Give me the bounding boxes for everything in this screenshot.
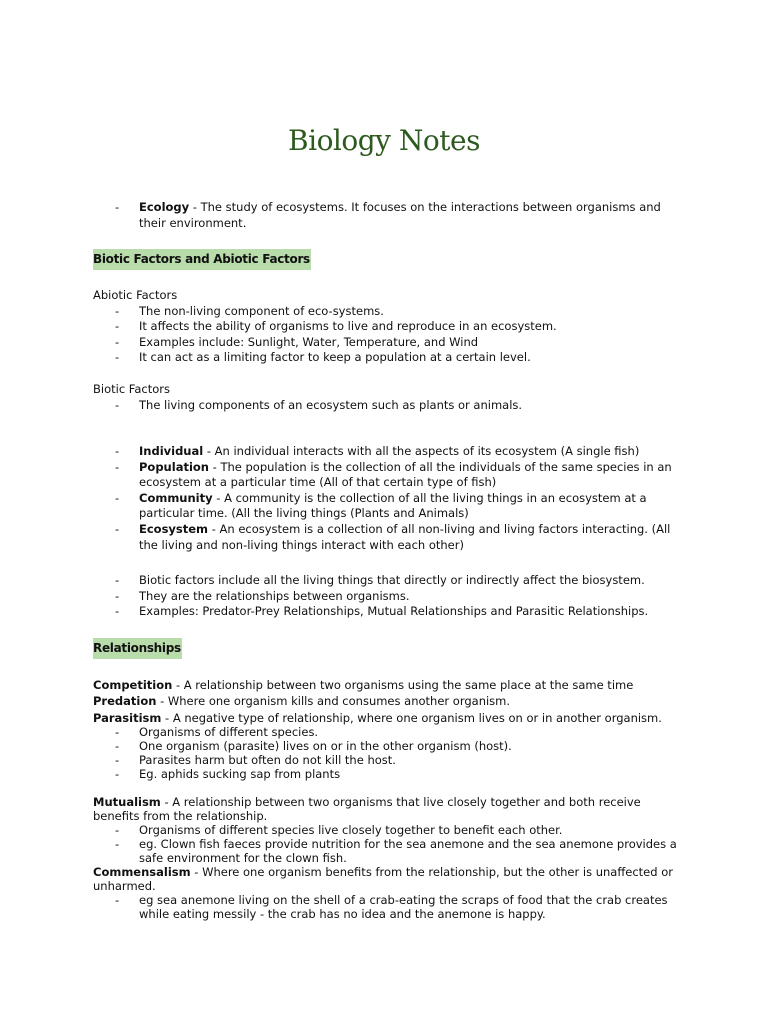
list-item [93,460,683,491]
list-item [93,444,683,460]
term-population: Population [139,459,209,474]
list-item [93,522,683,553]
mutualism-definition [93,795,683,823]
section-heading-relationships: Relationships [93,638,182,659]
list-item: - The living components of an ecosystem such as plants or animals. [93,398,683,414]
definition-text: - A relationship between two organisms that live closely together and both receive benefits from the relationship. [93,795,641,823]
ecology-definition [93,200,683,231]
definition-text: - A negative type of relationship, where one organism lives on or in another organism. [161,711,662,725]
term-individual: Individual [139,444,204,458]
list-item: - One organism (parasite) lives on or in the other organism (host). [93,739,683,753]
list-item: - Organisms of different species. [93,725,683,739]
mutualism-section [93,795,683,921]
list-item: - Organisms of different species live closely together to benefit each other. [93,823,683,837]
list-item: - Examples include: Sunlight, Water, Temperature, and Wind [93,335,683,351]
list-item: - Eg. aphids sucking sap from plants [93,767,683,781]
list-item: - eg sea anemone living on the shell of a crab-eating the scraps of food that the crab creates while eating messily - the crab has no idea and the anemone is happy. [93,893,683,921]
definition-text: - Where one organism kills and consumes another organism. [156,693,511,708]
abiotic-section [93,288,683,366]
list-item: - Biotic factors include all the living things that directly or indirectly affect the biosystem. [93,573,683,589]
predation-definition [93,694,683,710]
list-item [93,200,683,231]
list-item: - It affects the ability of organisms to live and reproduce in an ecosystem. [93,319,683,335]
biotic-label: Biotic Factors [93,382,170,396]
definition-text: - An ecosystem is a collection of all non-living and living factors interacting. (All the living and non-living things interact with each other) [139,521,671,552]
term-predation: Predation [93,693,157,708]
list-item: - They are the relationships between organisms. [93,589,683,605]
definition-text: - An individual interacts with all the aspects of its ecosystem (A single fish) [203,444,640,458]
list-item: - eg. Clown fish faeces provide nutrition for the sea anemone and the sea anemone provides a safe environment for the clown fish. [93,837,683,865]
list-item: - Examples: Predator-Prey Relationships, Mutual Relationships and Parasitic Relationships. [93,604,683,620]
list-item: - Parasites harm but often do not kill the host. [93,753,683,767]
biotic-notes-list [93,573,683,620]
term-community: Community [139,490,213,505]
list-item: - It can act as a limiting factor to keep a population at a certain level. [93,350,683,366]
definition-text: - The study of ecosystems. It focuses on the interactions between organisms and their environment. [139,200,661,230]
competition-predation [93,678,683,709]
list-item: - The non-living component of eco-systems. [93,304,683,320]
definition-text: - Where one organism benefits from the relationship, but the other is unaffected or unharmed. [93,865,673,893]
section-heading-factors: Biotic Factors and Abiotic Factors [93,249,311,270]
biotic-section [93,382,683,413]
parasitism-definition [93,711,683,725]
term-mutualism: Mutualism [93,795,161,809]
abiotic-label: Abiotic Factors [93,288,178,302]
definition-text: - A community is the collection of all the living things in an ecosystem at a particular time. (All the living things (Plants and Animals) [139,490,647,521]
commensalism-definition [93,865,683,893]
term-parasitism: Parasitism [93,711,162,725]
term-ecology: Ecology [139,200,190,214]
competition-definition [93,678,683,694]
ecological-levels-list [93,444,683,553]
definition-text: - A relationship between two organisms using the same place at the same time [172,678,634,692]
term-ecosystem: Ecosystem [139,521,209,536]
list-item [93,491,683,522]
term-commensalism: Commensalism [93,865,191,879]
definition-text: - The population is the collection of all the individuals of the same species in an ecosystem at a particular time (All of that certain type of fish) [139,459,672,490]
term-competition: Competition [93,678,173,692]
parasitism-section [93,711,683,781]
page-title: Biology Notes [288,124,480,157]
